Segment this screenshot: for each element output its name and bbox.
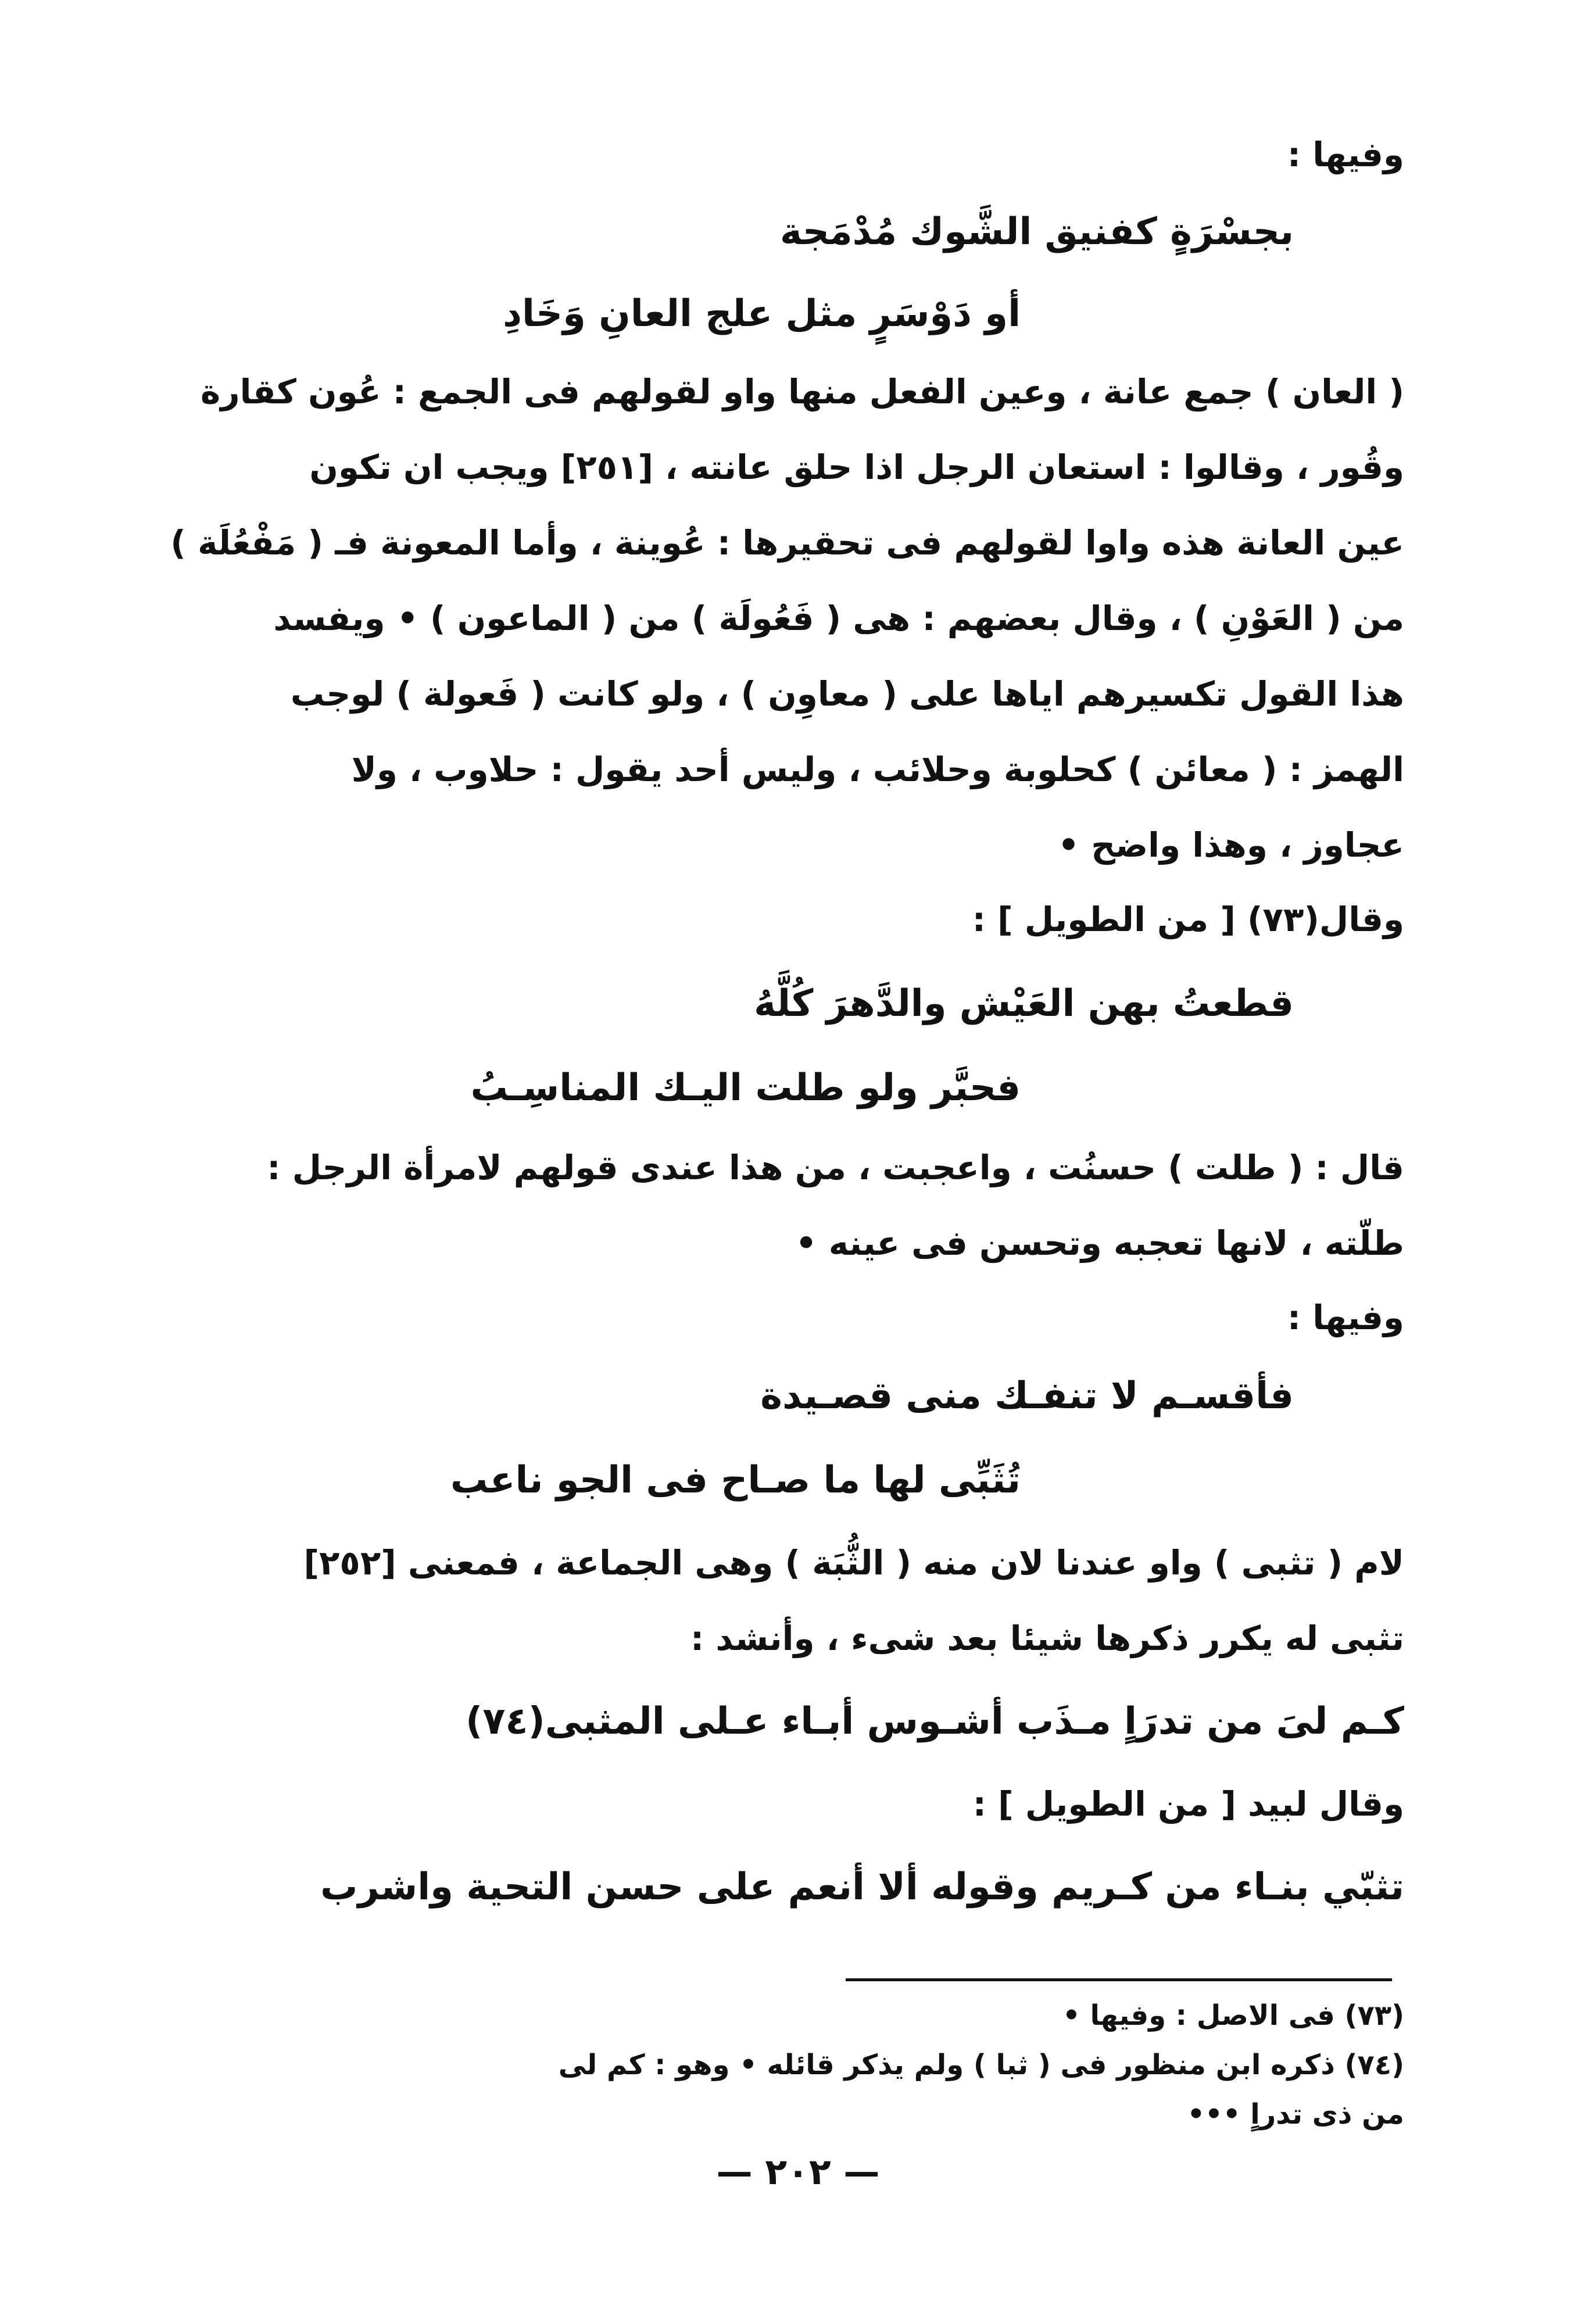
verse-line: كـم لىَ من تدرَاٍ مـذَب أشـوس أبـاء عـلى المثبى(٧٤)	[466, 1700, 1404, 1743]
text-line: عجاوز ، وهذا واضح •	[1058, 825, 1404, 865]
verse-hemistich-1: قطعتُ بهن العَيْش والدَّهرَ كُلَّهُ	[754, 982, 1294, 1025]
verse-line: تثبّي بنـاء من كـريم وقوله ألا أنعم على حسن التحية واشرب	[320, 1866, 1404, 1909]
verse-hemistich-2: أو دَوْسَرٍ مثل علج العانِ وَخَادِ	[503, 292, 1021, 335]
page-number: — ٢٠٢ —	[716, 2150, 880, 2193]
text-line: تثبى له يكرر ذكرها شيئا بعد شىء ، وأنشد :	[690, 1619, 1404, 1658]
section-heading: وفيها :	[1287, 1298, 1404, 1337]
verse-hemistich-2: تُثَبِّى لها ما صـاح فى الجو ناعب	[450, 1459, 1021, 1502]
verse-hemistich-1: فأقسـم لا تنفـك منى قصـيدة	[760, 1374, 1294, 1417]
section-heading: وقال(٧٣) [ من الطويل ] :	[972, 900, 1404, 939]
footnote-74: (٧٤) ذكره ابن منظور فى ( ثبا ) ولم يذكر قائله • وهو : كم لى	[558, 2049, 1404, 2081]
footnote-74-continued: من ذى تدراٍ •••	[1187, 2098, 1404, 2131]
text-line: عين العانة هذه واوا لقولهم فى تحقيرها : عُوينة ، وأما المعونة فـ ( مَفْعُلَة )	[170, 523, 1404, 563]
text-line: وقُور ، وقالوا : استعان الرجل اذا حلق عانته ، [٢٥١] ويجب ان تكون	[309, 448, 1404, 487]
text-line: من ( العَوْنِ ) ، وقال بعضهم : هى ( فَعُولَة ) من ( الماعون ) • ويفسد	[273, 599, 1404, 638]
text-line: لام ( تثبى ) واو عندنا لان منه ( الثُّبَة ) وهى الجماعة ، فمعنى [٢٥٢]	[303, 1543, 1404, 1583]
footnote-divider	[846, 1978, 1392, 1981]
text-line: طلّته ، لانها تعجبه وتحسن فى عينه •	[795, 1223, 1404, 1263]
text-line: الهمز : ( معائن ) كحلوبة وحلائب ، وليس أحد يقول : حلاوب ، ولا	[351, 750, 1404, 789]
text-line: هذا القول تكسيرهم اياها على ( معاوِن ) ، ولو كانت ( فَعولة ) لوجب	[290, 674, 1404, 714]
text-line: ( العان ) جمع عانة ، وعين الفعل منها واو لقولهم فى الجمع : عُون كقارة	[201, 372, 1404, 411]
text-line: قال : ( طلت ) حسنُت ، واعجبت ، من هذا عندى قولهم لامرأة الرجل :	[267, 1148, 1404, 1187]
verse-hemistich-2: فحبَّر ولو طلت اليـك المناسِـبُ	[470, 1066, 1021, 1109]
section-heading: وفيها :	[1287, 135, 1404, 174]
verse-hemistich-1: بجسْرَةٍ كفنيق الشَّوك مُدْمَجة	[780, 210, 1294, 253]
section-heading: وقال لبيد [ من الطويل ] :	[972, 1784, 1404, 1824]
footnote-73: (٧٣) فى الاصل : وفيها •	[1062, 1999, 1404, 2032]
